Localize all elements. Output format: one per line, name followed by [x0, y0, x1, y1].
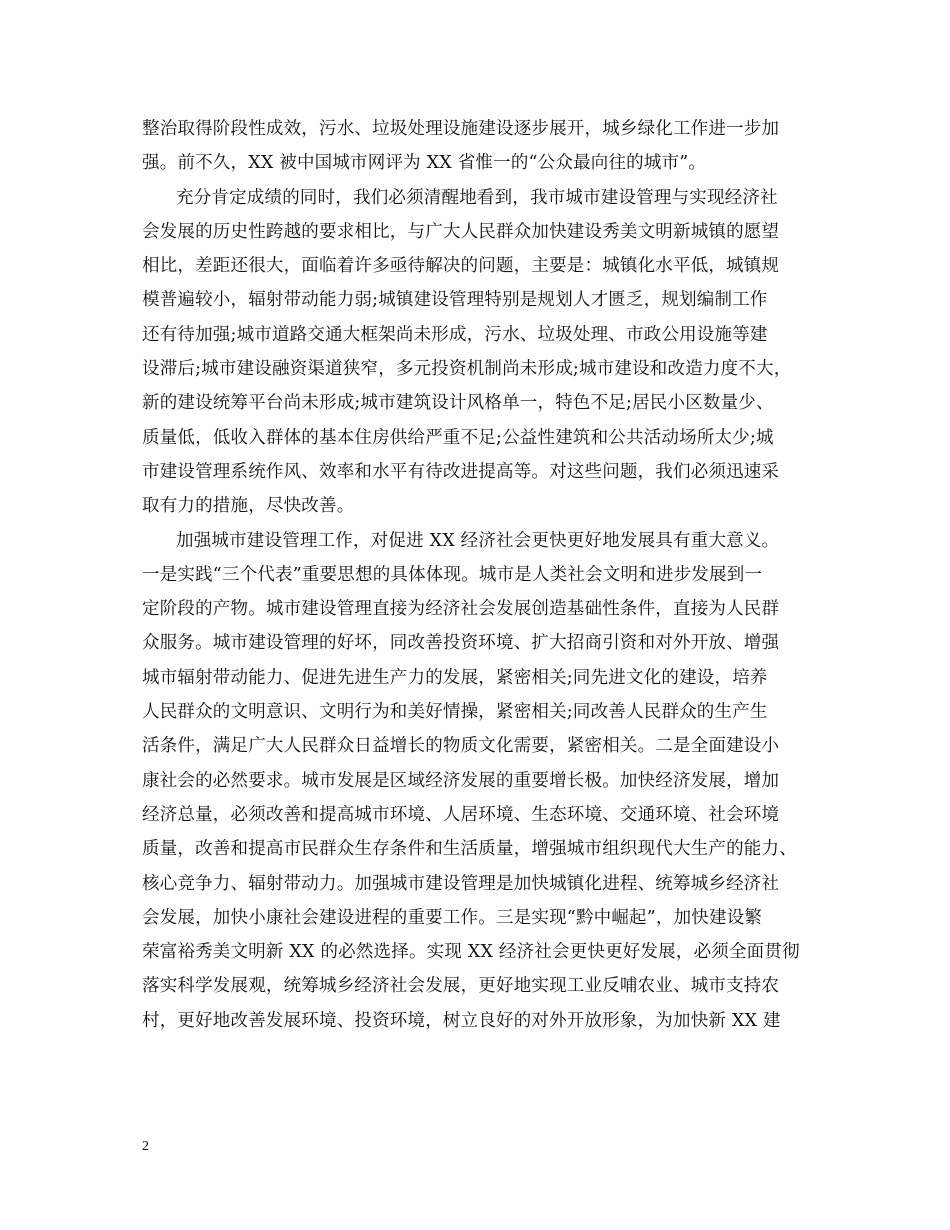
text-line: 新的建设统筹平台尚未形成;城市建筑设计风格单一，特色不足;居民小区数量少、: [142, 393, 774, 414]
text-line: 会发展的历史性跨越的要求相比，与广大人民群众加快建设秀美文明新城镇的愿望: [142, 221, 780, 242]
text-line: 取有力的措施，尽快改善。: [142, 496, 355, 517]
text-line: 一是实践“三个代表”重要思想的具体体现。城市是人类社会文明和进步发展到一: [142, 564, 763, 585]
text-line: 加强城市建设管理工作，对促进 XX 经济社会更快更好地发展具有重大意义。: [176, 530, 780, 551]
text-line: 活条件，满足广大人民群众日益增长的物质文化需要，紧密相关。二是全面建设小: [142, 736, 780, 757]
text-line: 相比，差距还很大，面临着许多亟待解决的问题，主要是：城镇化水平低，城镇规: [142, 256, 780, 277]
text-line: 会发展，加快小康社会建设进程的重要工作。三是实现“黔中崛起”，加快建设繁: [142, 907, 763, 928]
text-line: 模普遍较小，辐射带动能力弱;城镇建设管理特别是规划人才匮乏，规划编制工作: [142, 290, 768, 311]
text-line: 定阶段的产物。城市建设管理直接为经济社会发展创造基础性条件，直接为人民群: [142, 599, 780, 620]
text-line: 城市辐射带动能力、促进先进生产力的发展，紧密相关;同先进文化的建设，培养: [142, 667, 768, 688]
text-line: 强。前不久，XX 被中国城市网评为 XX 省惟一的“公众最向往的城市”。: [142, 153, 707, 174]
text-line: 众服务。城市建设管理的好坏，同改善投资环境、扩大招商引资和对外开放、增强: [142, 633, 780, 654]
text-line: 质量低，低收入群体的基本住房供给严重不足;公益性建筑和公共活动场所太少;城: [142, 427, 774, 448]
text-line: 市建设管理系统作风、效率和水平有待改进提高等。对这些问题，我们必须迅速采: [142, 461, 780, 482]
text-line: 康社会的必然要求。城市发展是区域经济发展的重要增长极。加快经济发展，增加: [142, 770, 780, 791]
body-text: [142, 112, 822, 1038]
text-line: 落实科学发展观，统筹城乡经济社会发展，更好地实现工业反哺农业、城市支持农: [142, 976, 780, 997]
page-number: 2: [142, 1139, 149, 1154]
text-line: 人民群众的文明意识、文明行为和美好情操，紧密相关;同改善人民群众的生产生: [142, 702, 768, 723]
text-line: 设滞后;城市建设融资渠道狭窄，多元投资机制尚未形成;城市建设和改造力度不大，: [142, 359, 792, 380]
text-line: 质量，改善和提高市民群众生存条件和生活质量，增强城市组织现代大生产的能力、: [142, 839, 797, 860]
text-line: 经济总量，必须改善和提高城市环境、人居环境、生态环境、交通环境、社会环境: [142, 804, 780, 825]
text-line: 整治取得阶段性成效，污水、垃圾处理设施建设逐步展开，城乡绿化工作进一步加: [142, 119, 780, 139]
text-line: 荣富裕秀美文明新 XX 的必然选择。实现 XX 经济社会更快更好发展，必须全面贯彻: [142, 942, 800, 963]
text-line: 充分肯定成绩的同时，我们必须清醒地看到，我市城市建设管理与实现经济社: [176, 187, 778, 208]
text-line: 还有待加强;城市道路交通大框架尚未形成，污水、垃圾处理、市政公用设施等建: [142, 324, 768, 345]
text-line: 村，更好地改善发展环境、投资环境，树立良好的对外开放形象，为加快新 XX 建: [142, 1010, 781, 1031]
text-line: 核心竞争力、辐射带动力。加强城市建设管理是加快城镇化进程、统筹城乡经济社: [142, 873, 780, 894]
